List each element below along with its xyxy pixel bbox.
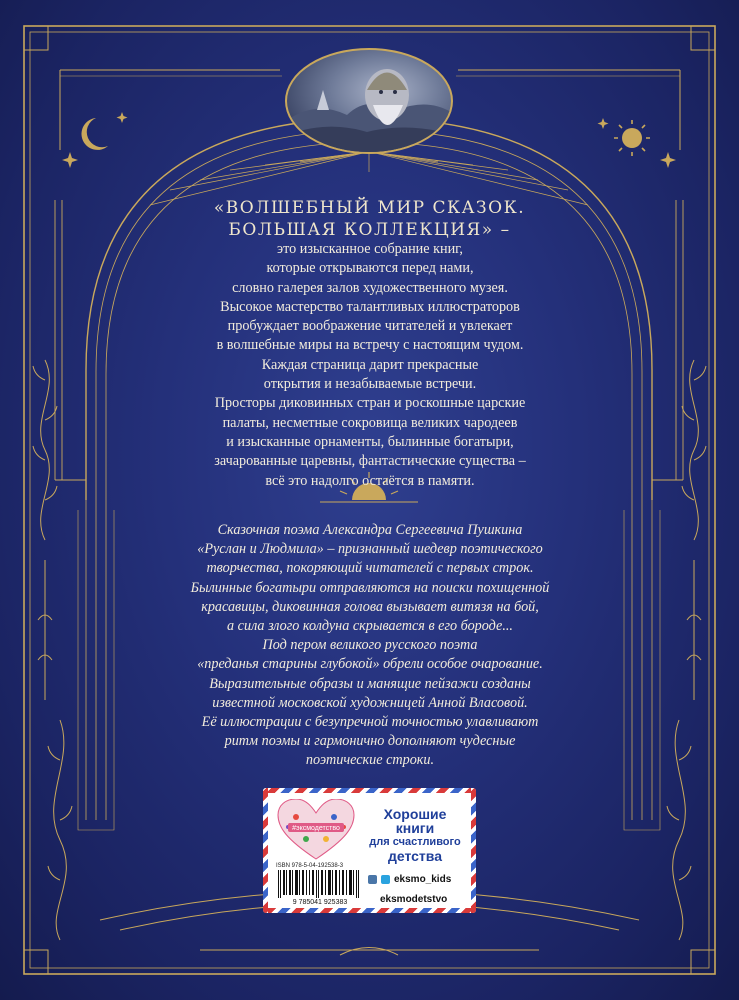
heart-icon [276,799,356,861]
slogan-line-2: книги [395,820,435,836]
slogan-line-4: детства [387,848,442,864]
slogan-line-3: для счастливого [369,836,461,848]
description-line: всё это надолго остаётся в памяти. [265,472,475,489]
description-line: словно галерея залов художественного музея. [232,279,508,296]
sun-icon [614,120,650,156]
annotation-line: творчества, покоряющий читателей с первых строк. [206,560,534,577]
annotation-line: красавицы, диковинная голова вызывает витязя на бой, [201,598,539,615]
vk-icon [368,875,377,884]
description-line: Высокое мастерство талантливых иллюстраторов [220,298,520,315]
book-annotation [140,521,600,771]
heart-logo [276,799,356,861]
annotation-line: поэтические строки. [305,752,435,769]
annotation-line: известной московской художницей Анной Власовой. [212,694,528,711]
annotation-line: «Руслан и Людмила» – признанный шедевр поэтического [197,541,543,558]
description-line: Просторы диковинных стран и роскошные царские [214,395,526,412]
description-line: палаты, несметные сокровища великих чародеев [222,414,518,431]
series-title [0,197,739,241]
barcode-digits: 9 785041 925383 [292,899,348,906]
description-line: это изысканное собрание книг, [277,241,463,257]
barcode [276,870,364,906]
heart-text: #эксмодетство [292,825,340,832]
social-row [368,874,451,885]
social-handle: eksmo_kids [394,874,452,885]
label-content [268,793,471,908]
description-line: зачарованные царевны, фантастические существа – [214,453,526,470]
right-vine-ornament [667,360,706,940]
series-title-line-2: БОЛЬШАЯ КОЛЛЕКЦИЯ» – [228,220,511,240]
bogatyr-illustration [287,50,451,152]
annotation-line: Сказочная поэма Александра Сергеевича Пушкина [217,522,523,538]
annotation-line: «преданья старины глубокой» обрели особое очарование. [197,656,543,673]
annotation-line: а сила злого колдуна скрывается в его бороде... [227,618,513,635]
annotation-line: Её иллюстрации с безупречной точностью улавливают [201,714,539,731]
isbn-text: ISBN 978-5-04-192538-3 [276,863,344,869]
series-title-line-1: «ВОЛШЕБНЫЙ МИР СКАЗОК. [213,198,526,218]
annotation-line: Под пером великого русского поэта [262,637,478,654]
left-vine-ornament [33,360,72,940]
description-line: пробуждает воображение читателей и увлекает [227,318,513,335]
series-description [150,240,590,491]
description-line: Каждая страница дарит прекрасные [261,356,479,373]
description-line: и изысканные орнаменты, былинные богатыри, [226,433,514,450]
illustration-oval [285,48,453,154]
description-line: в волшебные миры на встречу с настоящим чудом. [216,337,524,354]
slogan [360,807,470,863]
description-line: открытия и незабываемые встречи. [263,376,477,393]
annotation-line: Былинные богатыри отправляются на поиски похищенной [190,579,550,596]
telegram-icon [381,875,390,884]
slogan-line-1: Хорошие [383,806,447,822]
annotation-line: ритм поэмы и гармонично дополняют чудесные [224,733,516,750]
description-line: которые открываются перед нами, [266,260,474,277]
publisher-label [263,788,476,913]
crescent-moon-icon [81,118,108,150]
website: eksmodetstvo [380,894,448,905]
annotation-line: Выразительные образы и манящие пейзажи созданы [209,675,531,692]
